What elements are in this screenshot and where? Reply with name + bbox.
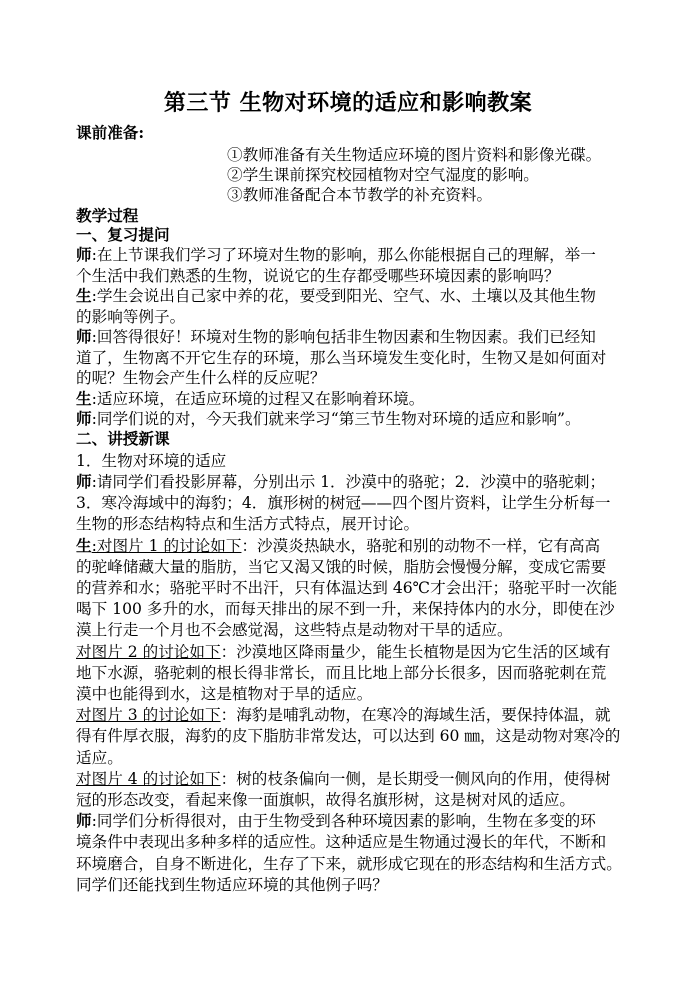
line-text: 境条件中表现出多种多样的适应性。这种适应是生物通过漫长的年代，不断和	[76, 833, 607, 852]
line-text: ：海豹是哺乳动物，在寒冷的海域生活，要保持体温，就	[220, 706, 611, 725]
prep-item: ③教师准备配合本节教学的补充资料。	[227, 186, 493, 204]
subsection-heading: 1．生物对环境的适应	[76, 452, 227, 470]
paragraph-line	[76, 472, 605, 492]
paragraph-line	[76, 536, 600, 556]
paragraph-line	[76, 348, 606, 368]
line-text: 得有件厚衣服，海豹的皮下脂肪非常发达，可以达到 60 ㎜，这是动物对寒冷的	[76, 727, 621, 746]
line-text: 漠上行走一个月也不会感觉渴，这些特点是动物对干旱的适应。	[76, 621, 513, 640]
line-text: ：沙漠地区降雨量少，能生长植物是因为它生活的区域有	[220, 642, 611, 661]
line-text: :回答得很好！环境对生物的影响包括非生物因素和生物因素。我们已经知	[91, 328, 596, 346]
line-text: :同学们分析得很对，由于生物受到各种环境因素的影响，生物在多变的环	[91, 812, 596, 831]
prep-item: ②学生课前探究校园植物对空气湿度的影响。	[227, 166, 539, 184]
paragraph-line	[76, 578, 617, 598]
line-text: 的影响等例子。	[76, 307, 186, 326]
paragraph-line	[76, 599, 615, 619]
paragraph-line	[76, 620, 513, 640]
discussion-label: 对图片 3 的讨论如下	[76, 706, 221, 725]
paragraph-line	[76, 409, 581, 429]
process-heading: 教学过程	[76, 206, 139, 225]
discussion-label: 对图片 2 的讨论如下	[76, 642, 221, 661]
line-text: ：沙漠炎热缺水，骆驼和别的动物不一样，它有高高	[241, 536, 601, 555]
paragraph-line	[76, 493, 610, 513]
line-text: 个生活中我们熟悉的生物，说说它的生存都受哪些环境因素的影响吗？	[76, 266, 560, 285]
paragraph-line	[76, 327, 596, 347]
discussion-label: :对图片 1 的讨论如下	[91, 536, 242, 555]
line-text: 环境磨合，自身不断进化，生存了下来，就形成它现在的形态结构和生活方式。	[76, 854, 622, 873]
paragraph-line	[76, 790, 575, 810]
line-text: 生物的形态结构特点和生活方式特点，展开讨论。	[76, 515, 420, 534]
line-text: 同学们还能找到生物适应环境的其他例子吗？	[76, 875, 388, 894]
line-text: 的呢？生物会产生什么样的反应呢？	[76, 369, 326, 387]
paragraph-line	[76, 726, 620, 746]
paragraph-line	[76, 684, 372, 704]
line-text: 适应。	[76, 748, 123, 767]
paragraph-line	[76, 705, 610, 725]
line-text: :学生会说出自己家中养的花，要受到阳光、空气、水、土壤以及其他生物	[91, 287, 596, 305]
speaker-label: 师	[76, 811, 92, 831]
speaker-label: 师	[76, 409, 92, 428]
line-text: 地下水源，骆驼刺的根长得非常长，而且比地上部分长很多，因而骆驼刺在荒	[76, 663, 607, 682]
paragraph-line	[76, 769, 610, 789]
line-text: 冠的形态改变，看起来像一面旗帜，故得名旗形树，这是树对风的适应。	[76, 791, 576, 809]
line-text: 喝下 100 多升的水，而每天排出的尿不到一升，来保持体内的水分，即使在沙	[76, 600, 615, 619]
paragraph-line	[76, 286, 596, 306]
paragraph-line	[76, 642, 610, 662]
prep-item: ①教师准备有关生物适应环境的图片资料和影像光碟。	[227, 146, 602, 164]
line-text: 的营养和水；骆驼平时不出汗，只有体温达到 46℃才会出汗；骆驼平时一次能	[76, 579, 618, 597]
prep-heading: 课前准备:	[76, 123, 145, 142]
line-text: :在上节课我们学习了环境对生物的影响，那么你能根据自己的理解，举一	[91, 246, 596, 264]
line-text: :同学们说的对，今天我们就来学习“第三节生物对环境的适应和影响”。	[91, 410, 581, 428]
line-text: :适应环境，在适应环境的过程又在影响着环境。	[91, 389, 425, 408]
line-text: 的驼峰储藏大量的脂肪，当它又渴又饿的时候，脂肪会慢慢分解，变成它需要	[76, 557, 607, 576]
line-text: 漠中也能得到水，这是植物对于旱的适应。	[76, 685, 373, 703]
speaker-label: 师	[76, 327, 92, 346]
document-title: 第三节 生物对环境的适应和影响教案	[163, 90, 533, 116]
paragraph-line	[76, 875, 388, 895]
paragraph-line	[76, 368, 326, 388]
paragraph-line	[76, 557, 606, 577]
line-text: ：树的枝条偏向一侧，是长期受一侧风向的作用，使得树	[220, 769, 611, 788]
paragraph-line	[76, 514, 419, 534]
paragraph-line	[76, 854, 622, 874]
paragraph-line	[76, 663, 606, 683]
paragraph-line	[76, 748, 123, 768]
paragraph-line	[76, 389, 424, 409]
line-text: 3．寒冷海域中的海豹；4．旗形树的树冠——四个图片资料，让学生分析每一	[76, 494, 611, 513]
paragraph-line	[76, 266, 559, 286]
speaker-label: 生	[76, 286, 92, 305]
paragraph-line	[76, 832, 606, 852]
speaker-label: 师	[76, 472, 92, 491]
section-heading: 一、复习提问	[76, 225, 170, 244]
discussion-label: 对图片 4 的讨论如下	[76, 769, 221, 788]
paragraph-line	[76, 811, 596, 831]
paragraph-line	[76, 245, 596, 265]
line-text: 道了，生物离不开它生存的环境，那么当环境发生变化时，生物又是如何面对	[76, 348, 607, 367]
section-heading: 二、讲授新课	[76, 429, 170, 448]
line-text: :请同学们看投影屏幕，分别出示 1．沙漠中的骆驼；2．沙漠中的骆驼刺；	[91, 473, 606, 491]
speaker-label: 师	[76, 245, 92, 264]
paragraph-line	[76, 307, 185, 327]
speaker-label: 生	[76, 535, 92, 555]
speaker-label: 生	[76, 388, 92, 408]
